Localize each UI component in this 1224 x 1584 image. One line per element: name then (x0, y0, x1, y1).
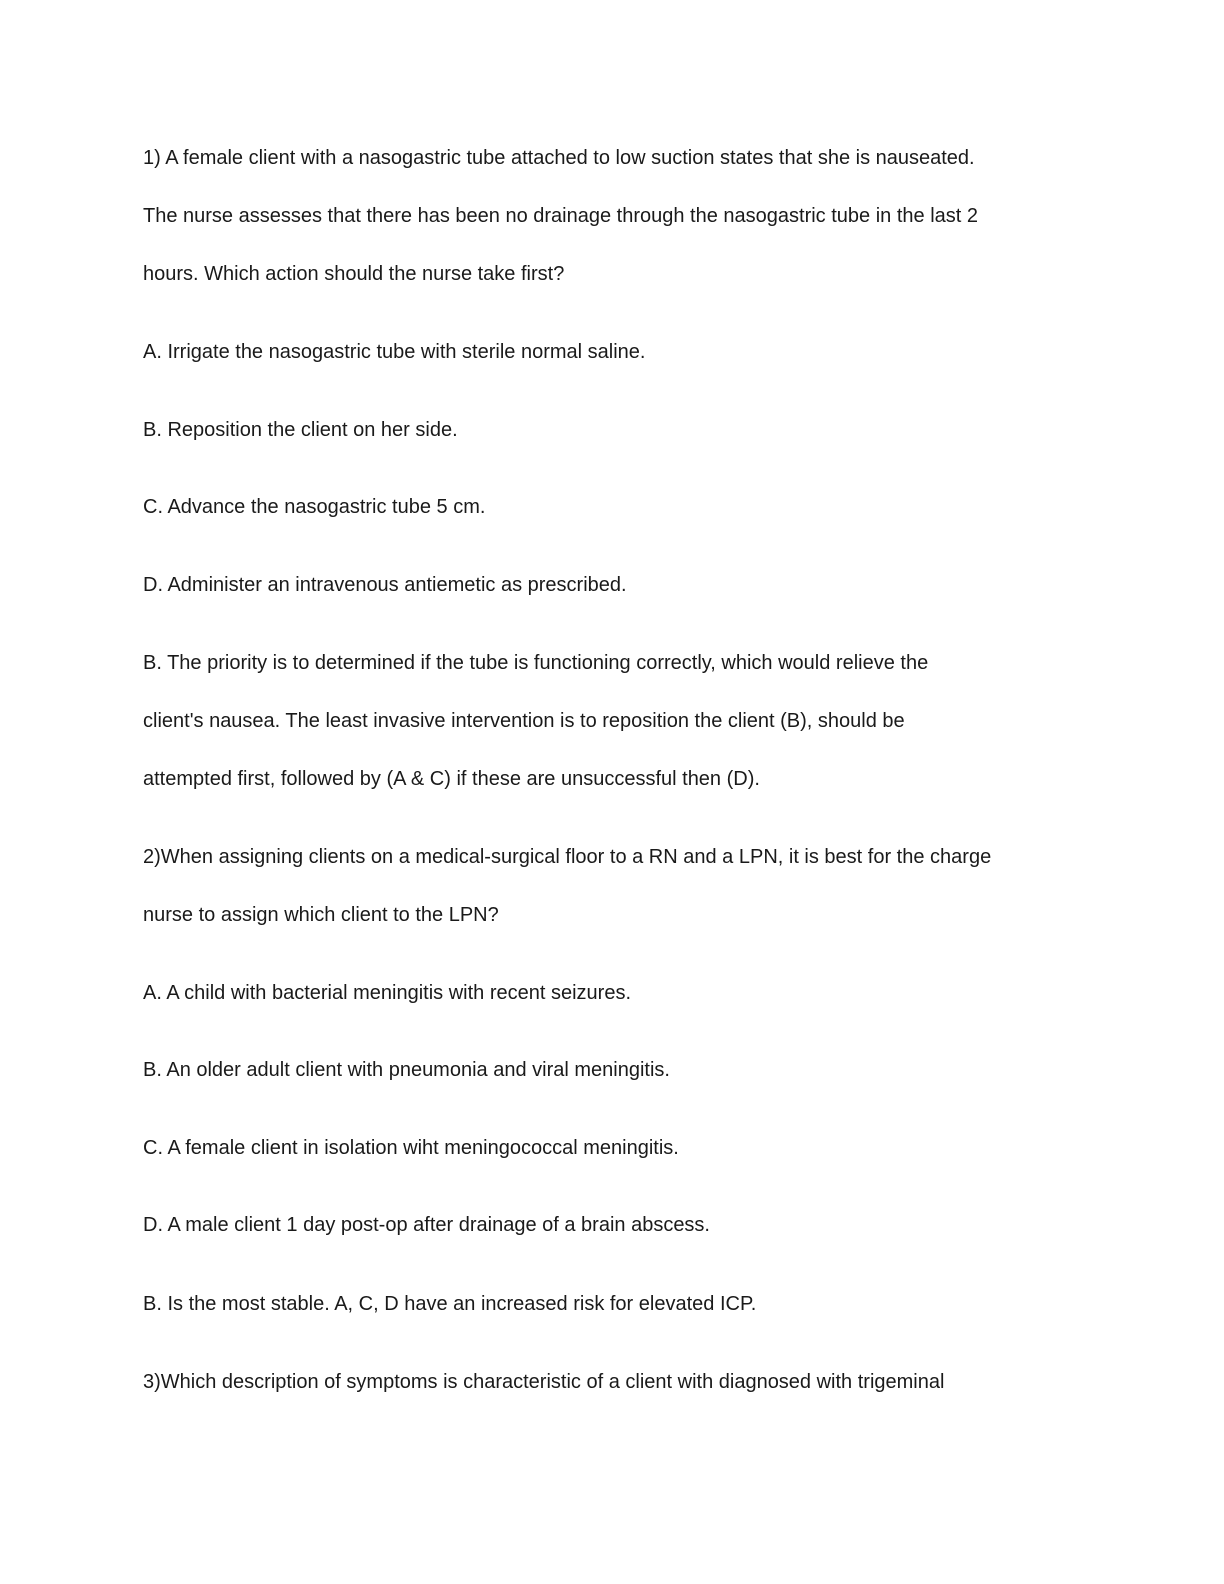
q2-stem-line-2: nurse to assign which client to the LPN? (143, 904, 499, 926)
q2-option-b: B. An older adult client with pneumonia and viral meningitis. (143, 1059, 670, 1081)
q2-answer: B. Is the most stable. A, C, D have an increased risk for elevated ICP. (143, 1293, 757, 1315)
q2-option-a: A. A child with bacterial meningitis with recent seizures. (143, 982, 631, 1004)
q1-stem-line-2: The nurse assesses that there has been no drainage through the nasogastric tube in the last 2 (143, 205, 978, 227)
q1-option-a: A. Irrigate the nasogastric tube with sterile normal saline. (143, 341, 646, 363)
q1-answer-line-1: B. The priority is to determined if the tube is functioning correctly, which would relieve the (143, 652, 929, 674)
q1-answer-line-2: client's nausea. The least invasive intervention is to reposition the client (B), should be (143, 710, 905, 732)
q1-stem-line-3: hours. Which action should the nurse take first? (143, 263, 565, 285)
q1-stem-line-1: 1) A female client with a nasogastric tube attached to low suction states that she is nauseated. (143, 147, 975, 169)
q2-option-c: C. A female client in isolation wiht meningococcal meningitis. (143, 1137, 679, 1159)
q1-option-b: B. Reposition the client on her side. (143, 419, 458, 441)
q1-option-d: D. Administer an intravenous antiemetic as prescribed. (143, 574, 627, 596)
q2-stem-line-1: 2)When assigning clients on a medical-surgical floor to a RN and a LPN, it is best for the charge (143, 846, 992, 868)
q1-option-c: C. Advance the nasogastric tube 5 cm. (143, 496, 486, 518)
q1-answer-line-3: attempted first, followed by (A & C) if these are unsuccessful then (D). (143, 768, 760, 790)
q2-option-d: D. A male client 1 day post-op after drainage of a brain abscess. (143, 1214, 710, 1236)
q3-stem-line-1: 3)Which description of symptoms is characteristic of a client with diagnosed with trigeminal (143, 1371, 945, 1393)
